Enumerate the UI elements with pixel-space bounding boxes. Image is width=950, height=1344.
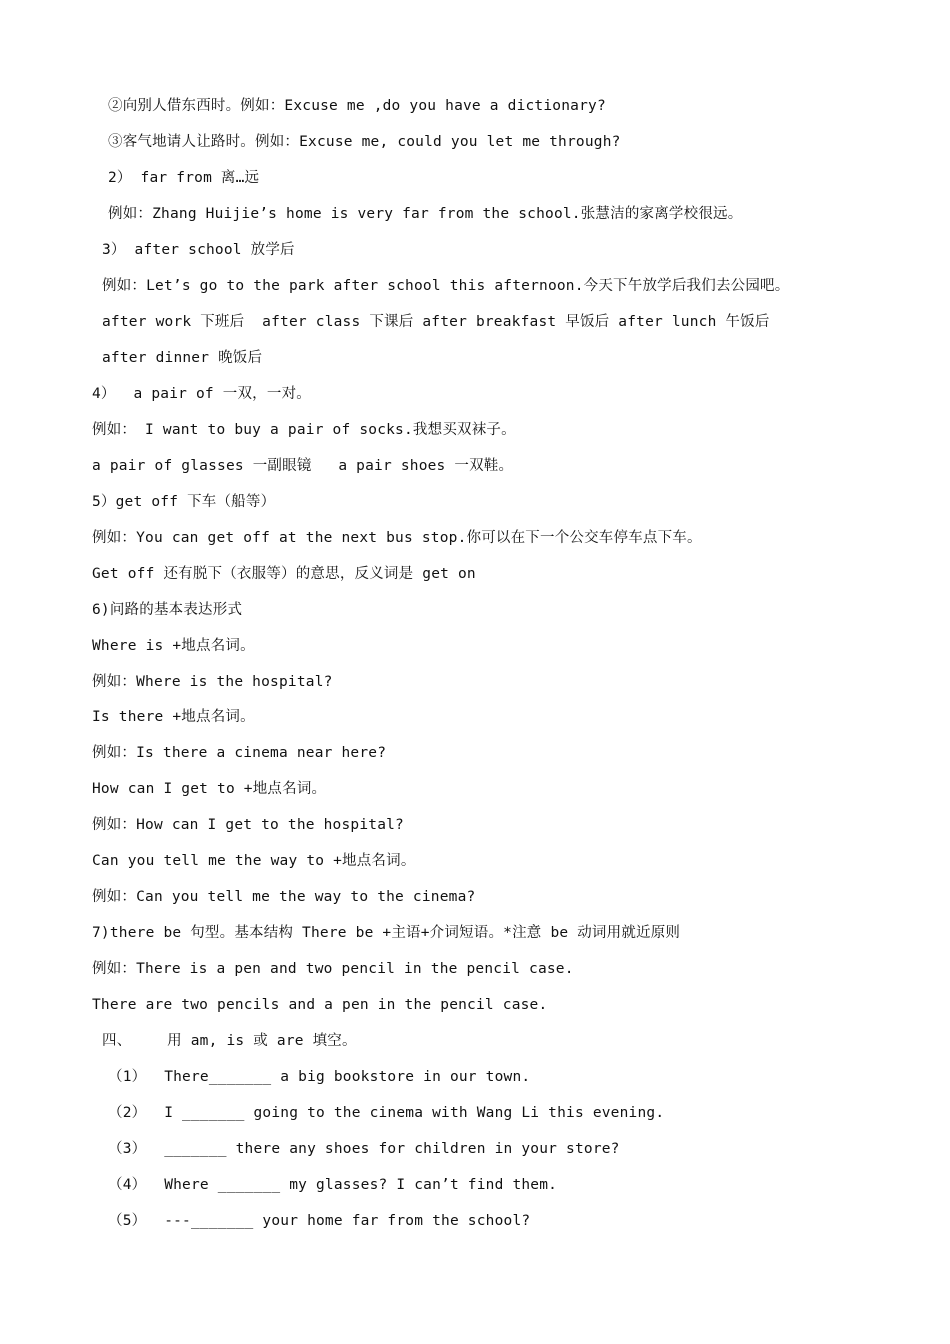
section-heading: 4） a pair of 一双，一对。 xyxy=(92,386,311,402)
example-line: 例如：Where is the hospital? xyxy=(92,674,333,690)
text-line: How can I get to +地点名词。 xyxy=(92,781,327,797)
text-line: after dinner 晚饭后 xyxy=(102,350,263,366)
example-line: 例如：There is a pen and two pencil in the pencil case. xyxy=(92,961,574,977)
text-line: Get off 还有脱下（衣服等）的意思，反义词是 get on xyxy=(92,566,476,582)
text-line: ②向别人借东西时。例如：Excuse me ,do you have a dictionary? xyxy=(108,98,606,114)
exercise-item: （3） _______ there any shoes for children in your store? xyxy=(108,1141,620,1157)
example-line: 例如：How can I get to the hospital? xyxy=(92,817,404,833)
text-line: Can you tell me the way to +地点名词。 xyxy=(92,853,416,869)
text-line: after work 下班后 after class 下课后 after breakfast 早饭后 after lunch 午饭后 xyxy=(102,314,770,330)
section-heading: 2） far from 离…远 xyxy=(108,170,260,186)
text-line: Where is +地点名词。 xyxy=(92,638,255,654)
example-line: 例如：Let’s go to the park after school this afternoon.今天下午放学后我们去公园吧。 xyxy=(102,278,790,294)
example-line: 例如：Is there a cinema near here? xyxy=(92,745,387,761)
example-line: 例如：You can get off at the next bus stop.你可以在下一个公交车停车点下车。 xyxy=(92,530,702,546)
exercise-heading: 四、 用 am, is 或 are 填空。 xyxy=(102,1033,357,1049)
example-line: 例如： I want to buy a pair of socks.我想买双袜子。 xyxy=(92,422,516,438)
section-heading: 3） after school 放学后 xyxy=(102,242,295,258)
text-line: a pair of glasses 一副眼镜 a pair shoes 一双鞋。 xyxy=(92,458,514,474)
text-line: There are two pencils and a pen in the pencil case. xyxy=(92,997,548,1013)
exercise-item: （1） There_______ a big bookstore in our town. xyxy=(108,1069,531,1085)
example-line: 例如：Can you tell me the way to the cinema? xyxy=(92,889,476,905)
text-line: Is there +地点名词。 xyxy=(92,709,255,725)
exercise-item: （4） Where _______ my glasses? I can’t find them. xyxy=(108,1177,558,1193)
section-heading: 6)问路的基本表达形式 xyxy=(92,602,243,618)
example-line: 例如：Zhang Huijie’s home is very far from the school.张慧洁的家离学校很远。 xyxy=(108,206,743,222)
section-heading: 7)there be 句型。基本结构 There be +主语+介词短语。*注意 be 动词用就近原则 xyxy=(92,925,681,941)
exercise-item: （2） I _______ going to the cinema with Wang Li this evening. xyxy=(108,1105,665,1121)
exercise-item: （5） ---_______ your home far from the school? xyxy=(108,1213,531,1229)
text-line: ③客气地请人让路时。例如：Excuse me, could you let me through? xyxy=(108,134,621,150)
section-heading: 5）get off 下车（船等） xyxy=(92,494,276,510)
